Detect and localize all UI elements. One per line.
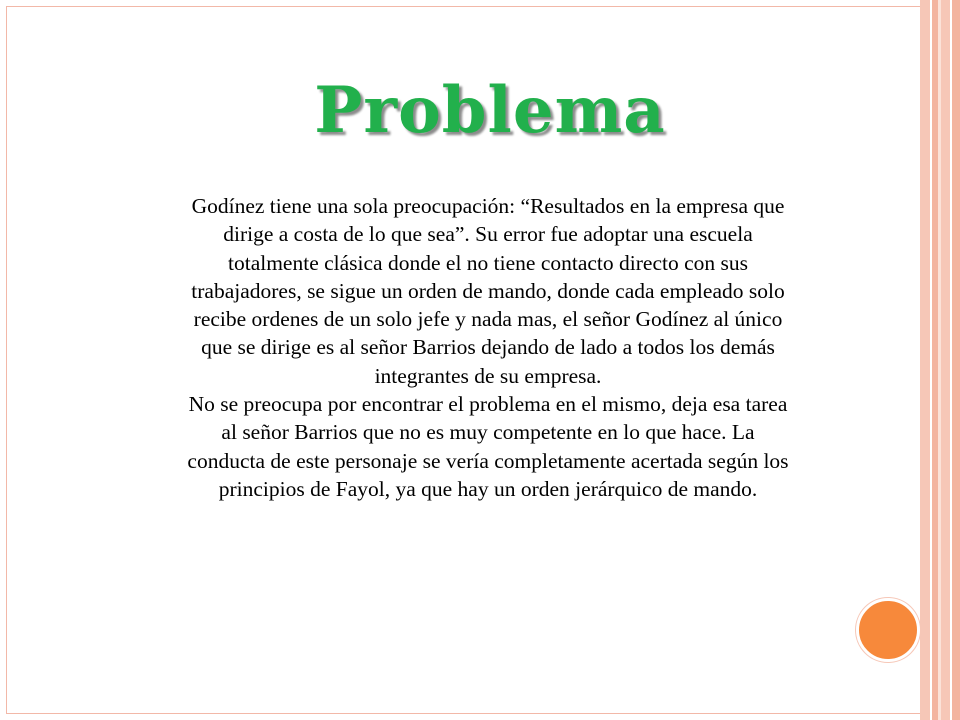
body-paragraph: Godínez tiene una sola preocupación: “Resultados en la empresa que dirige a costa de lo que sea”. Su error fue adoptar una escuela totalmente clásica donde el no tiene contacto directo con sus trabajadores, se sigue un orden de mando, donde cada empleado solo recibe ordenes de un solo jefe y nada mas, el señor Godínez al único que se dirige es al señor Barrios dejando de lado a todos los demás integrantes de su empresa. — [191, 194, 785, 388]
decorative-stripe — [920, 0, 930, 720]
slide-title: Problema — [314, 73, 666, 148]
decorative-circle — [856, 598, 920, 662]
body-paragraph: No se preocupa por encontrar el problema en el mismo, deja esa tarea al señor Barrios que no es muy competente en lo que hace. La conducta de este personaje se vería completamente acertada según los principios de Fayol, ya que hay un orden jerárquico de mando. — [187, 392, 789, 501]
decorative-stripe — [952, 0, 960, 720]
slide-body — [186, 192, 790, 503]
decorative-stripe — [941, 0, 950, 720]
